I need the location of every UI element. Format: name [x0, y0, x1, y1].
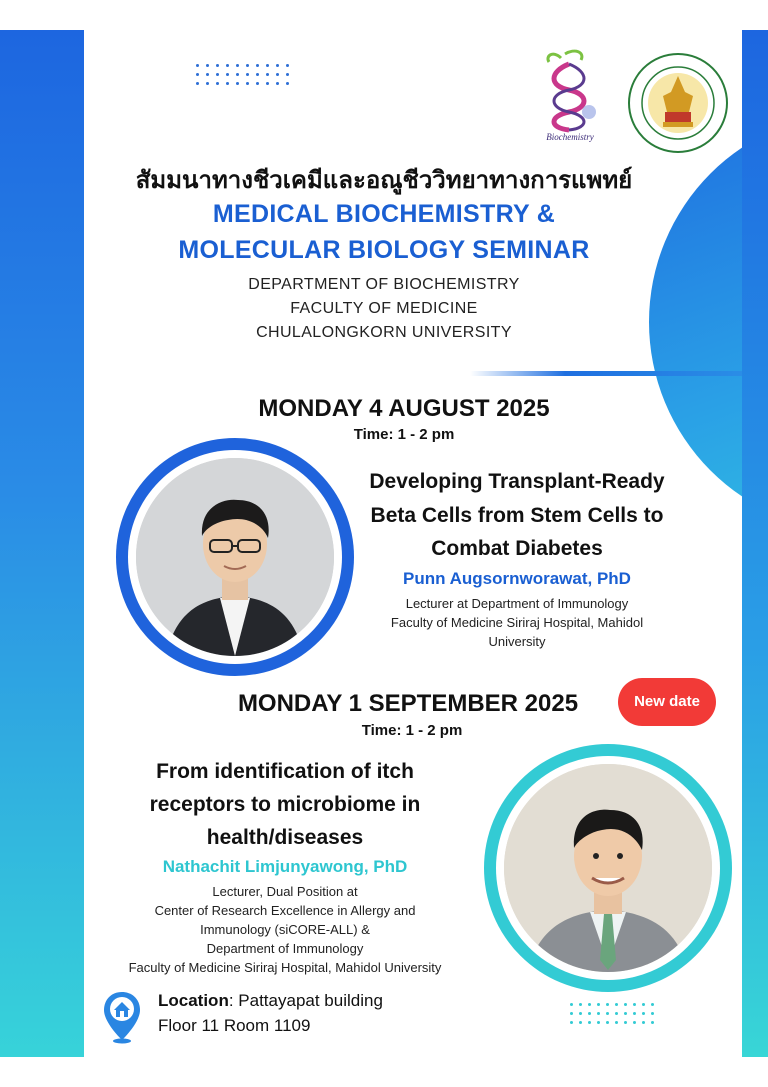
session2-affiliation-line4: Department of Immunology — [206, 941, 364, 956]
location-line1 — [158, 991, 383, 1011]
session1-date: MONDAY 4 AUGUST 2025 — [258, 395, 550, 422]
speaker2-photo — [504, 764, 712, 972]
session2-talk-title-line1: From identification of itch — [156, 760, 414, 783]
session1-affiliation-line3: University — [488, 634, 546, 649]
session2-date: MONDAY 1 SEPTEMBER 2025 — [237, 690, 579, 717]
location-pin-icon — [102, 990, 142, 1044]
session1-talk-title-line2: Beta Cells from Stem Cells to — [370, 504, 664, 527]
session1-affiliation-line1: Lecturer at Department of Immunology — [405, 596, 629, 611]
location-value: : Pattayapat building — [228, 991, 383, 1010]
new-date-badge: New date — [618, 678, 716, 726]
department-line2: FACULTY OF MEDICINE — [290, 300, 478, 317]
left-gradient-band — [0, 30, 84, 1057]
session2-time: Time: 1 - 2 pm — [361, 722, 463, 739]
department-line1: DEPARTMENT OF BIOCHEMISTRY — [248, 276, 520, 293]
speaker2-photo-frame — [484, 744, 732, 992]
seminar-title-line1: MEDICAL BIOCHEMISTRY & — [212, 200, 556, 228]
decorative-line — [470, 371, 742, 376]
right-gradient-band — [742, 30, 768, 1057]
speaker1-photo — [136, 458, 334, 656]
decorative-dots-bottom — [570, 1003, 654, 1024]
session2-affiliation-line2: Center of Research Excellence in Allergy and — [154, 903, 416, 918]
department-line3: CHULALONGKORN UNIVERSITY — [256, 324, 512, 341]
decorative-dots-top — [196, 64, 289, 85]
session1-time: Time: 1 - 2 pm — [353, 426, 455, 443]
location-label: Location — [158, 991, 229, 1010]
session2-speaker-name: Nathachit Limjunyawong, PhD — [162, 857, 408, 876]
thai-seminar-title: สัมมนาทางชีวเคมีและอณูชีววิทยาทางการแพทย์ — [135, 166, 633, 194]
location-line2: Floor 11 Room 1109 — [158, 1016, 311, 1035]
session2-affiliation-line5: Faculty of Medicine Siriraj Hospital, Mahidol University — [128, 960, 442, 975]
session2-talk-title-line3: health/diseases — [206, 826, 364, 849]
session2-affiliation-line3: Immunology (siCORE-ALL) & — [200, 922, 370, 937]
session2-talk-title-line2: receptors to microbiome in — [149, 793, 421, 816]
session1-talk-title-line3: Combat Diabetes — [431, 537, 603, 560]
biochemistry-logo — [535, 46, 605, 142]
faculty-seal-logo — [627, 52, 729, 154]
session1-affiliation-line2: Faculty of Medicine Siriraj Hospital, Mahidol — [390, 615, 644, 630]
session1-speaker-name: Punn Augsornworawat, PhD — [403, 569, 631, 588]
speaker1-photo-frame — [116, 438, 354, 676]
session2-affiliation-line1: Lecturer, Dual Position at — [212, 884, 358, 899]
session1-talk-title-line1: Developing Transplant-Ready — [369, 470, 665, 493]
biochemistry-logo-text: Biochemistry — [546, 132, 594, 142]
seminar-title-line2: MOLECULAR BIOLOGY SEMINAR — [178, 236, 590, 264]
